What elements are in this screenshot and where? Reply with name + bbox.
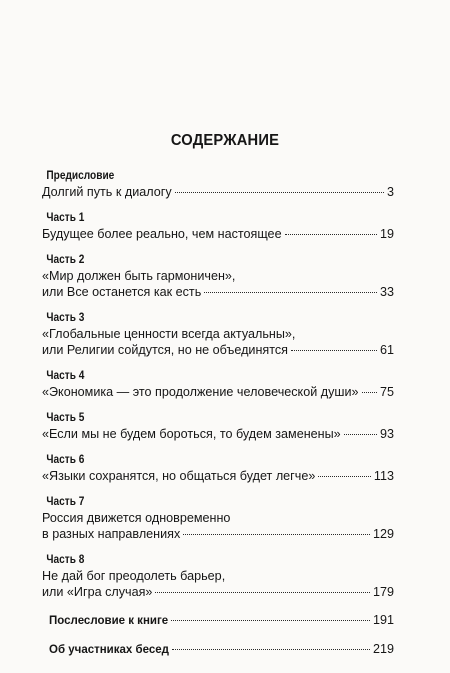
toc-heading: Часть 8 <box>46 554 85 566</box>
page-number: 129 <box>372 527 394 541</box>
dot-leader <box>291 350 377 351</box>
toc-line <box>42 384 394 400</box>
toc-line <box>42 510 394 526</box>
table-of-contents <box>42 168 394 668</box>
toc-line <box>42 426 394 442</box>
dot-leader <box>175 192 384 193</box>
dot-leader <box>285 234 377 235</box>
toc-entry-title: «Языки сохранятся, но общаться будет легче» <box>42 469 316 483</box>
page-number: 61 <box>379 343 394 357</box>
page-number: 179 <box>372 585 394 599</box>
toc-line <box>42 268 394 284</box>
toc-heading: Предисловие <box>46 170 115 182</box>
toc-entry-part-3 <box>42 310 394 358</box>
page-number: 19 <box>379 227 394 241</box>
dot-leader <box>172 649 370 650</box>
toc-line <box>42 468 394 484</box>
toc-entry-title: «Мир должен быть гармоничен», <box>42 269 236 283</box>
toc-line <box>42 584 394 600</box>
toc-entry-title: Россия движется одновременно <box>42 511 231 525</box>
page-number: 3 <box>386 185 394 199</box>
dot-leader <box>171 620 370 621</box>
toc-heading: Часть 2 <box>46 254 85 266</box>
toc-heading: Часть 1 <box>46 212 85 224</box>
toc-heading: Часть 7 <box>46 496 85 508</box>
toc-line <box>42 612 394 629</box>
toc-entry-title: Об участниках бесед <box>49 644 169 656</box>
toc-line <box>42 226 394 242</box>
page-number: 113 <box>373 469 394 483</box>
toc-entry-subtitle: в разных направлениях <box>42 527 181 541</box>
page-number: 219 <box>372 642 394 656</box>
toc-entry-participants <box>42 641 394 658</box>
toc-entry-preface <box>42 168 394 200</box>
toc-entry-part-4 <box>42 368 394 400</box>
page-number: 191 <box>372 613 394 627</box>
toc-line <box>42 526 394 542</box>
toc-entry-part-7 <box>42 494 394 542</box>
page-title: СОДЕРЖАНИЕ <box>170 132 280 149</box>
dot-leader <box>318 476 371 477</box>
toc-entry-title: «Глобальные ценности всегда актуальны», <box>42 327 296 341</box>
toc-entry-part-8 <box>42 552 394 600</box>
toc-entry-title: «Если мы не будем бороться, то будем заменены» <box>42 427 341 441</box>
page-number: 75 <box>379 385 394 399</box>
toc-entry-subtitle: или «Игра случая» <box>42 585 153 599</box>
toc-entry-title: Послесловие к книге <box>49 615 169 627</box>
toc-line <box>42 342 394 358</box>
toc-entry-title: Долгий путь к диалогу <box>42 185 172 199</box>
toc-entry-afterword <box>42 612 394 629</box>
toc-line <box>42 568 394 584</box>
toc-entry-subtitle: или Религии сойдутся, но не объединятся <box>42 343 288 357</box>
toc-entry-title: Будущее более реально, чем настоящее <box>42 227 282 241</box>
dot-leader <box>362 392 377 393</box>
page-number: 93 <box>379 427 394 441</box>
page-number: 33 <box>379 285 394 299</box>
toc-entry-title: Не дай бог преодолеть барьер, <box>42 569 226 583</box>
toc-entry-subtitle: или Все останется как есть <box>42 285 202 299</box>
dot-leader <box>204 292 377 293</box>
toc-entry-part-2 <box>42 252 394 300</box>
toc-line <box>42 326 394 342</box>
toc-entry-title: «Экономика — это продолжение человеческой души» <box>42 385 359 399</box>
toc-line <box>42 641 394 658</box>
toc-entry-part-1 <box>42 210 394 242</box>
toc-heading: Часть 6 <box>46 454 85 466</box>
toc-entry-part-6 <box>42 452 394 484</box>
toc-line <box>42 184 394 200</box>
toc-line <box>42 284 394 300</box>
dot-leader <box>344 434 377 435</box>
toc-heading: Часть 4 <box>46 370 85 382</box>
dot-leader <box>155 592 370 593</box>
toc-entry-part-5 <box>42 410 394 442</box>
dot-leader <box>183 534 370 535</box>
toc-heading: Часть 3 <box>46 312 85 324</box>
toc-heading: Часть 5 <box>46 412 85 424</box>
